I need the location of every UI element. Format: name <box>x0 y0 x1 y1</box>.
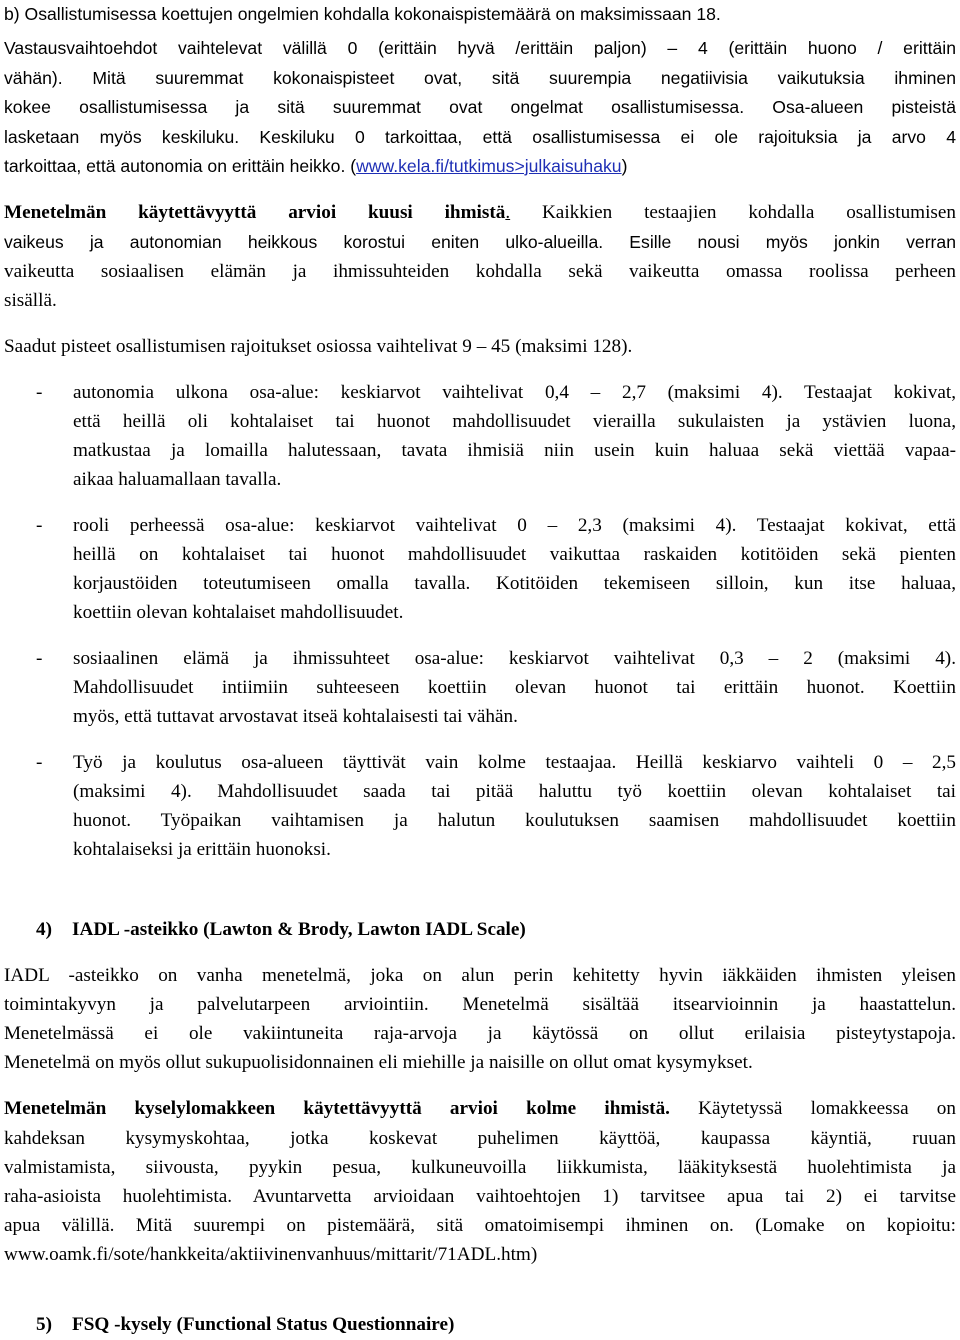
bullet-3-line-1: sosiaalinen elämä ja ihmissuhteet osa-alue: keskiarvot vaihtelivat 0,3 – 2 (maksimi 4). <box>73 648 956 669</box>
bullet-1-line-4: aikaa haluamallaan tavalla. <box>73 469 282 490</box>
bullet-1-line-1: autonomia ulkona osa-alue: keskiarvot vaihtelivat 0,4 – 2,7 (maksimi 4). Testaajat kokivat, <box>73 382 956 403</box>
s4-p2-line-6: www.oamk.fi/sote/hankkeita/aktiivinenvanhuus/mittarit/71ADL.htm) <box>4 1244 538 1265</box>
p1-line-6-end: ) <box>621 156 628 176</box>
p1-line-3: vähän). Mitä suuremmat kokonaispisteet ovat, sitä suurempia negatiivisia vaikutuksia ihminen <box>4 68 956 88</box>
bullet-3-line-2: Mahdollisuudet intiimiin suhteeseen koettiin olevan huonot tai erittäin huonot. Koettiin <box>73 677 956 698</box>
s4-p2-line-4: raha-asioista huolehtimista. Avuntarvetta arvioidaan vaihtoehtojen 1) tarvitsee apua tai 2) ei tarvitse <box>4 1186 956 1207</box>
bullet-2-line-3: korjaustöiden toteutumiseen omalla tavalla. Kotitöiden tekemiseen silloin, kun itse haluaa, <box>73 573 956 594</box>
bullet-4-line-1: Työ ja koulutus osa-alueen täyttivät vain kolme testaajaa. Heillä keskiarvo vaihteli 0 – 2,5 <box>73 752 956 773</box>
p1-line-2: Vastausvaihtoehdot vaihtelevat välillä 0 (erittäin hyvä /erittäin paljon) – 4 (erittäin huono / erittäin <box>4 38 956 58</box>
p2-line-2: vaikeus ja autonomian heikkous korostui eniten ulko-alueilla. Esille nousi myös jonkin verran <box>4 232 956 252</box>
bullet-dash: - <box>36 648 43 669</box>
bullet-3-line-3: myös, että tuttavat arvostavat itseä kohtalaisesti tai vähän. <box>73 706 518 727</box>
kela-link[interactable]: www.kela.fi/tutkimus>julkaisuhaku <box>356 156 622 176</box>
bullet-dash: - <box>36 515 43 536</box>
section-4-heading <box>36 915 526 945</box>
section-4-title: IADL -asteikko (Lawton & Brody, Lawton IADL Scale) <box>72 919 526 940</box>
section-5-number: 5) <box>36 1314 52 1335</box>
bullet-2-line-1: rooli perheessä osa-alue: keskiarvot vaihtelivat 0 – 2,3 (maksimi 4). Testaajat kokivat, että <box>73 515 956 536</box>
bullet-2-line-4: koettiin olevan kohtalaiset mahdollisuudet. <box>73 602 404 623</box>
p1-line-4: kokee osallistumisessa ja sitä suuremmat ovat ongelmat osallistumisessa. Osa-alueen pisteistä <box>4 97 956 117</box>
p2-dot: . <box>505 202 511 223</box>
s4-p2-line-2: kahdeksan kysymyskohtaa, jotka koskevat puhelimen käyttöä, kaupassa käyntiä, ruuan <box>4 1128 956 1149</box>
s4-p1-line-3: Menetelmässä ei ole vakiintuneita raja-arvoja ja käytössä on ollut erilaisia pisteytystapoja. <box>4 1023 956 1044</box>
p2-line-3: vaikeutta sosiaalisen elämän ja ihmissuhteiden kohdalla sekä vaikeutta omassa roolissa perheen <box>4 261 956 282</box>
p3-line: Saadut pisteet osallistumisen rajoitukset osiossa vaihtelivat 9 – 45 (maksimi 128). <box>4 336 633 357</box>
s4-p2-line-1 <box>4 1094 956 1124</box>
s4-p2-bold-lead: Menetelmän kyselylomakkeen käytettävyyttä arvioi kolme ihmistä. <box>4 1098 670 1119</box>
p1-line-6-text: tarkoittaa, että autonomia on erittäin heikko. ( <box>4 156 357 176</box>
s4-p1-line-1: IADL -asteikko on vanha menetelmä, joka on alun perin kehitetty hyvin iäkkäiden ihmisten yleisen <box>4 965 956 986</box>
bullet-1-line-3: matkustaa ja lomailla halutessaan, tavata ihmisiä niin usein kuin haluaa sekä viettää vapaa- <box>73 440 956 461</box>
p1-line-6 <box>4 152 956 182</box>
bullet-4-line-4: kohtalaiseksi ja erittäin huonoksi. <box>73 839 331 860</box>
section-4-number: 4) <box>36 919 52 940</box>
s4-p1-line-2: toimintakyvyn ja palvelutarpeen arviointiin. Menetelmä sisältää itsearvioinnin ja haastattelun. <box>4 994 956 1015</box>
bullet-4-line-3: huonot. Työpaikan vaihtamisen ja halutun koulutuksen saamisen mahdollisuudet koettiin <box>73 810 956 831</box>
bullet-dash: - <box>36 752 43 773</box>
bullet-4-line-2: (maksimi 4). Mahdollisuudet saada tai pitää haluttu työ koettiin olevan kohtalaiset tai <box>73 781 956 802</box>
s4-p2-line-1-rest: Käytetyssä lomakkeessa on <box>669 1098 956 1119</box>
bullet-2-line-2: heillä on kohtalaiset tai huonot mahdollisuudet vaikuttaa raskaiden kotitöiden sekä pienten <box>73 544 956 565</box>
p2-line-1 <box>4 198 956 228</box>
p2-bold-lead: Menetelmän käytettävyyttä arvioi kuusi ihmistä <box>4 202 506 223</box>
s4-p2-line-5: apua välillä. Mitä suurempi on pistemäärä, sitä omatoimisempi ihminen on. (Lomake on kopioitu: <box>4 1215 956 1236</box>
section-5-title: FSQ -kysely (Functional Status Questionnaire) <box>72 1314 455 1335</box>
s4-p2-line-3: valmistamista, siivousta, pyykin pesua, kulkuneuvoilla liikkumista, lääkityksestä huolehtimista ja <box>4 1157 956 1178</box>
p1-line-5: lasketaan myös keskiluku. Keskiluku 0 tarkoittaa, että osallistumisessa ei ole rajoituksia ja arvo 4 <box>4 127 956 147</box>
bullet-1-line-2: että heillä oli kohtalaiset tai huonot mahdollisuudet vierailla sukulaisten ja ystävien luona, <box>73 411 956 432</box>
p1-line-1: b) Osallistumisessa koettujen ongelmien kohdalla kokonaispistemäärä on maksimissaan 18. <box>4 4 721 24</box>
section-5-heading <box>36 1310 454 1340</box>
bullet-dash: - <box>36 382 43 403</box>
p2-line-4: sisällä. <box>4 290 57 311</box>
p2-line-1-rest: Kaikkien testaajien kohdalla osallistumisen <box>510 202 956 223</box>
s4-p1-line-4: Menetelmä on myös ollut sukupuolisidonnainen eli miehille ja naisille on ollut omat kysymykset. <box>4 1052 753 1073</box>
